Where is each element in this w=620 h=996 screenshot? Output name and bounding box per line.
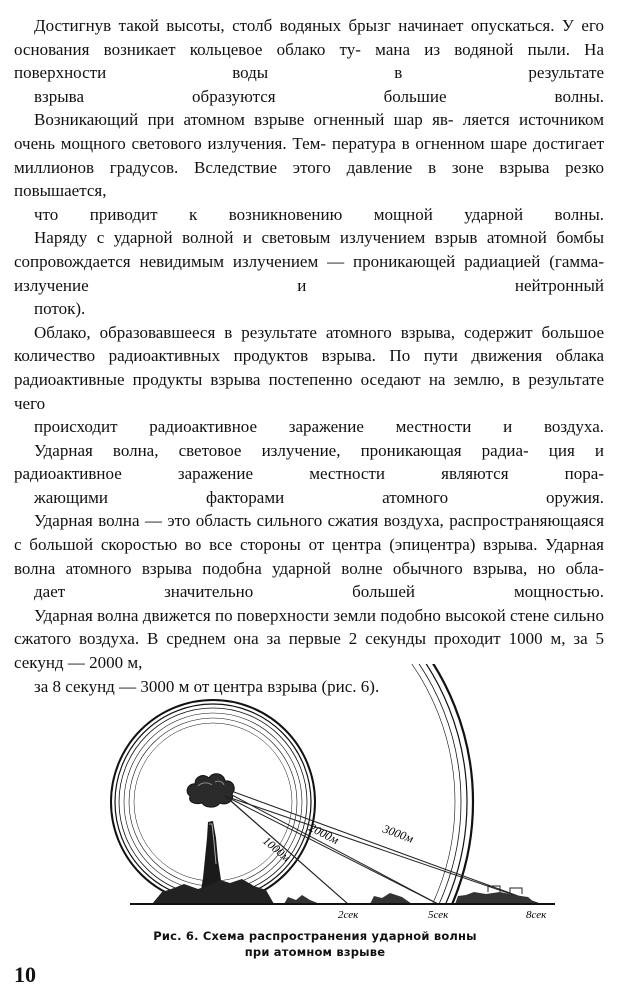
body-text (14, 14, 604, 698)
paragraph-5: Ударная волна, световое излучение, проникающая радиа- ция и радиоактивное заражение местности являются пора- жающими факторами атомного оружия. (14, 440, 604, 507)
time-label-8s: 8сек (526, 909, 547, 921)
fireball (187, 774, 234, 807)
figure-caption (80, 928, 550, 960)
distance-label-1000: 1000м (260, 833, 294, 865)
paragraph-4: Облако, образовавшееся в результате атомного взрыва, содержит большое количество радиоактивных продуктов взрыва. По пути движения облака радиоактивные продукты взрыва постепенно оседают на землю, в результате чего происходит радиоактивное заражение местности и воздуха. (14, 322, 605, 437)
time-label-5s: 5сек (428, 909, 449, 921)
distance-label-3000: 3000м (380, 821, 416, 846)
shockwave-diagram (70, 664, 560, 926)
distance-labels (260, 820, 416, 865)
distance-label-2000: 2000м (306, 820, 342, 848)
time-labels (338, 909, 547, 921)
ground-terrain (130, 879, 555, 904)
paragraph-2: Возникающий при атомном взрыве огненный шар яв- ляется источником очень мощного светового излучения. Тем- пература в огненном шаре достигает миллионов градусов. Вследствие этого давление в зоне взрыва резко повышается, что приводит к возникновению мощной ударной волны. (14, 110, 604, 224)
caption-line-2: при атомном взрыве (244, 945, 386, 959)
page-number: 10 (14, 962, 36, 987)
shockwave-rings (70, 664, 560, 926)
paragraph-3: Наряду с ударной волной и световым излучением взрыв атомной бомбы сопровождается невидимым излучением — проникающей радиацией (гамма-излучение и нейтронный поток). (14, 228, 604, 319)
time-label-2s: 2сек (338, 909, 359, 921)
paragraph-7: Ударная волна движется по поверхности земли подобно высокой стене сильно сжатого воздуха. В среднем она за первые 2 секунды проходит 1000 м, за 5 секунд — 2000 м, за 8 секунд — 3000 м от центра взрыва (рис. 6). (14, 605, 605, 696)
caption-line-1: Рис. 6. Схема распространения ударной волны (153, 929, 477, 943)
paragraph-1: Достигнув такой высоты, столб водяных брызг начинает опускаться. У его основания возникает кольцевое облако ту- мана из водяной пыли. На поверхности воды в результате взрыва образуются большие волны. (14, 16, 604, 106)
paragraph-6: Ударная волна — это область сильного сжатия воздуха, распространяющаяся с большой скоростью во все стороны от центра (эпицентра) взрыва. Ударная волна атомного взрыва подобна ударной волне обычного взрыва, но обла- дает значительно большей мощностью. (14, 511, 605, 602)
